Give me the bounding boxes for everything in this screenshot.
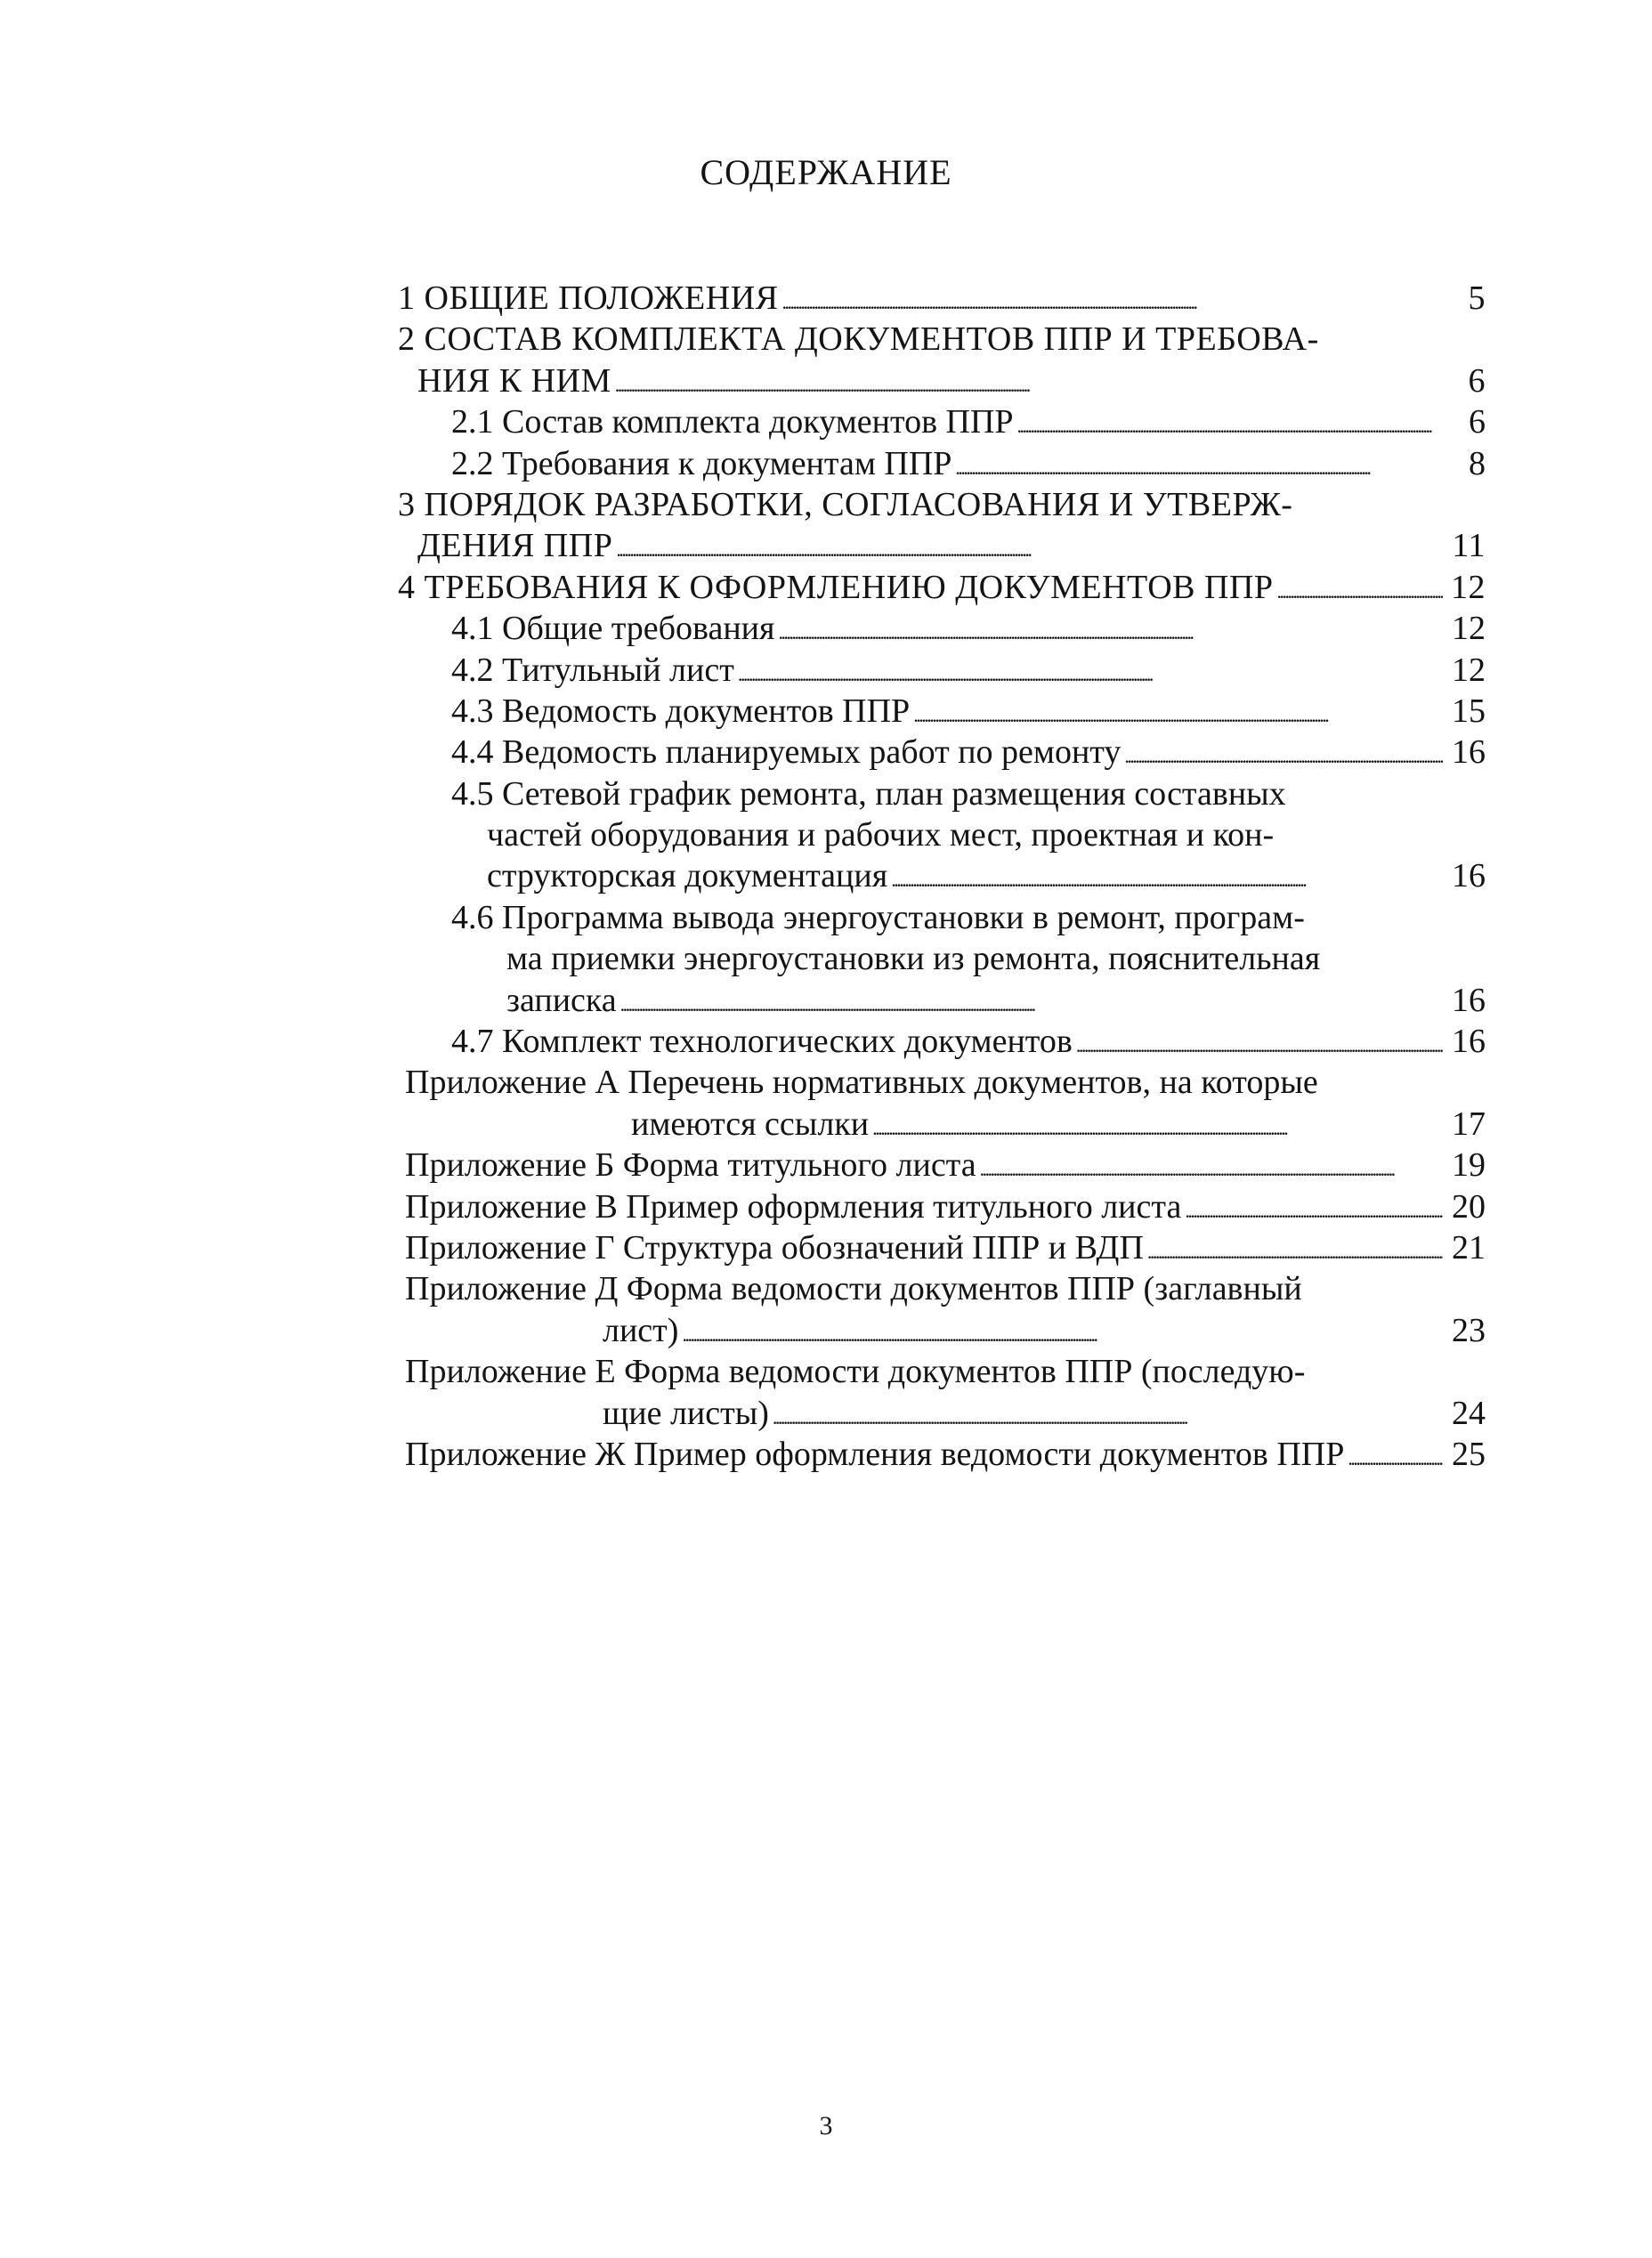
toc-entry-text: структорская документация: [487, 857, 888, 895]
dot-leader: [1277, 567, 1443, 612]
dot-leader: [955, 443, 1443, 489]
toc-entry-4-2: [398, 650, 1486, 691]
toc-appendix-e-continuation: [398, 1393, 1486, 1434]
toc-entry-text: НИЯ К НИМ: [417, 361, 611, 400]
dot-leader: [891, 855, 1443, 901]
toc-page-number: 12: [1452, 651, 1486, 689]
toc-page-number: 16: [1452, 1023, 1486, 1061]
toc-entry-text: 2.1 Состав комплекта документов ППР: [451, 403, 1014, 441]
toc-page-number: 6: [1469, 403, 1486, 441]
toc-entry-text: 4.7 Комплект технологических документов: [451, 1023, 1073, 1061]
toc-appendix-b: [398, 1145, 1486, 1186]
toc-page-number: 16: [1452, 857, 1486, 895]
toc-page-number: 17: [1452, 1105, 1486, 1143]
toc-page-number: 11: [1452, 527, 1486, 565]
toc-entry-text: 2.2 Требования к документам ППР: [451, 444, 952, 482]
toc-entry-text: Приложение В Пример оформления титульного листа: [405, 1187, 1182, 1226]
dot-leader: [872, 1104, 1443, 1149]
toc-entry-text: ДЕНИЯ ППР: [417, 527, 613, 565]
page-number: 3: [819, 2111, 833, 2141]
dot-leader: [782, 278, 1443, 323]
toc-entry-2-2: [398, 443, 1486, 484]
toc-page-number: 8: [1469, 444, 1486, 482]
dot-leader: [1017, 401, 1443, 447]
toc-entry-text: Приложение Г Структура обозначений ППР и ВДП: [405, 1228, 1144, 1267]
toc-entry-text: 4.2 Титульный лист: [451, 651, 734, 689]
toc-appendix-v: [398, 1186, 1486, 1227]
toc-entry-4: [398, 567, 1486, 608]
toc-entry-text: Приложение Е Форма ведомости документов ППР (последую-: [405, 1353, 1306, 1391]
toc-page-number: 16: [1452, 733, 1486, 772]
toc-appendix-a: [398, 1062, 1486, 1103]
toc-entry-text: записка: [506, 981, 617, 1019]
dot-leader: [738, 650, 1443, 695]
dot-leader: [620, 980, 1443, 1025]
toc-entry-3-continuation: [398, 525, 1486, 566]
toc-page-number: 5: [1468, 279, 1486, 317]
dot-leader: [980, 1145, 1443, 1190]
toc-page-number: 16: [1452, 981, 1486, 1019]
toc-page-number: 12: [1452, 610, 1486, 648]
toc-entry-text: ма приемки энергоустановки из ремонта, пояснительная: [506, 940, 1321, 978]
table-of-contents: [398, 278, 1486, 1475]
toc-entry-text: Приложение Ж Пример оформления ведомости документов ППР: [405, 1435, 1345, 1473]
dot-leader: [615, 360, 1443, 406]
dot-leader: [1348, 1434, 1443, 1479]
dot-leader: [682, 1310, 1443, 1356]
toc-page-number: 15: [1452, 692, 1486, 730]
toc-page-number: 19: [1452, 1146, 1486, 1185]
dot-leader: [1124, 732, 1443, 777]
toc-entry-4-3: [398, 691, 1486, 732]
page-title: СОДЕРЖАНИЕ: [700, 152, 952, 192]
toc-appendix-d-continuation: [398, 1310, 1486, 1351]
toc-entry-text: лист): [603, 1311, 679, 1349]
toc-entry-text: щие листы): [603, 1394, 769, 1432]
toc-entry-text: 3 ПОРЯДОК РАЗРАБОТКИ, СОГЛАСОВАНИЯ И УТВЕРЖ-: [398, 485, 1293, 523]
toc-entry-4-5: [398, 773, 1486, 814]
dot-leader: [1185, 1186, 1443, 1232]
toc-appendix-a-continuation: [398, 1104, 1486, 1145]
dot-leader: [778, 608, 1443, 653]
toc-entry-4-5-continuation: [398, 814, 1486, 855]
toc-appendix-zh: [398, 1434, 1486, 1475]
toc-entry-text: 4.3 Ведомость документов ППР: [451, 692, 911, 730]
dot-leader: [773, 1393, 1443, 1438]
toc-entry-text: 4.6 Программа вывода энергоустановки в ремонт, програм-: [451, 898, 1305, 936]
toc-entry-3: [398, 484, 1486, 525]
toc-page-number: 12: [1451, 568, 1486, 606]
toc-page-number: 24: [1452, 1394, 1486, 1432]
toc-page-number: 21: [1452, 1228, 1486, 1267]
toc-entry-4-4: [398, 732, 1486, 773]
toc-page-number: 25: [1452, 1435, 1486, 1473]
dot-leader: [616, 525, 1443, 571]
toc-appendix-g: [398, 1227, 1486, 1268]
toc-entry-text: 2 СОСТАВ КОМПЛЕКТА ДОКУМЕНТОВ ППР И ТРЕБОВА-: [398, 320, 1319, 359]
toc-entry-text: 4.1 Общие требования: [451, 610, 775, 648]
toc-entry-4-6-continuation: [398, 938, 1486, 979]
toc-entry-text: Приложение Б Форма титульного листа: [405, 1146, 976, 1185]
toc-appendix-d: [398, 1268, 1486, 1309]
toc-entry-text: частей оборудования и рабочих мест, проектная и кон-: [487, 816, 1275, 854]
toc-appendix-e: [398, 1351, 1486, 1392]
toc-entry-text: 4.5 Сетевой график ремонта, план размещения составных: [451, 774, 1286, 813]
toc-entry-1: [398, 278, 1486, 319]
dot-leader: [913, 691, 1443, 736]
toc-entry-text: 1 ОБЩИЕ ПОЛОЖЕНИЯ: [398, 279, 779, 317]
toc-entry-2-continuation: [398, 360, 1486, 401]
toc-page-number: 20: [1452, 1187, 1486, 1226]
toc-entry-4-7: [398, 1021, 1486, 1062]
toc-page-number: 23: [1452, 1311, 1486, 1349]
toc-entry-2: [398, 319, 1486, 360]
toc-entry-text: Приложение Д Форма ведомости документов ППР (заглавный: [405, 1270, 1302, 1308]
toc-page-number: 6: [1468, 361, 1486, 400]
toc-entry-4-6-continuation: [398, 980, 1486, 1021]
toc-entry-text: Приложение А Перечень нормативных документов, на которые: [405, 1064, 1318, 1102]
dot-leader: [1147, 1227, 1443, 1273]
toc-entry-text: 4 ТРЕБОВАНИЯ К ОФОРМЛЕНИЮ ДОКУМЕНТОВ ППР: [398, 568, 1274, 606]
toc-entry-4-1: [398, 608, 1486, 649]
dot-leader: [1076, 1021, 1443, 1066]
toc-entry-text: 4.4 Ведомость планируемых работ по ремонту: [451, 733, 1122, 772]
toc-entry-4-5-continuation: [398, 855, 1486, 896]
toc-entry-2-1: [398, 401, 1486, 442]
toc-entry-4-6: [398, 897, 1486, 938]
toc-entry-text: имеются ссылки: [631, 1105, 870, 1143]
